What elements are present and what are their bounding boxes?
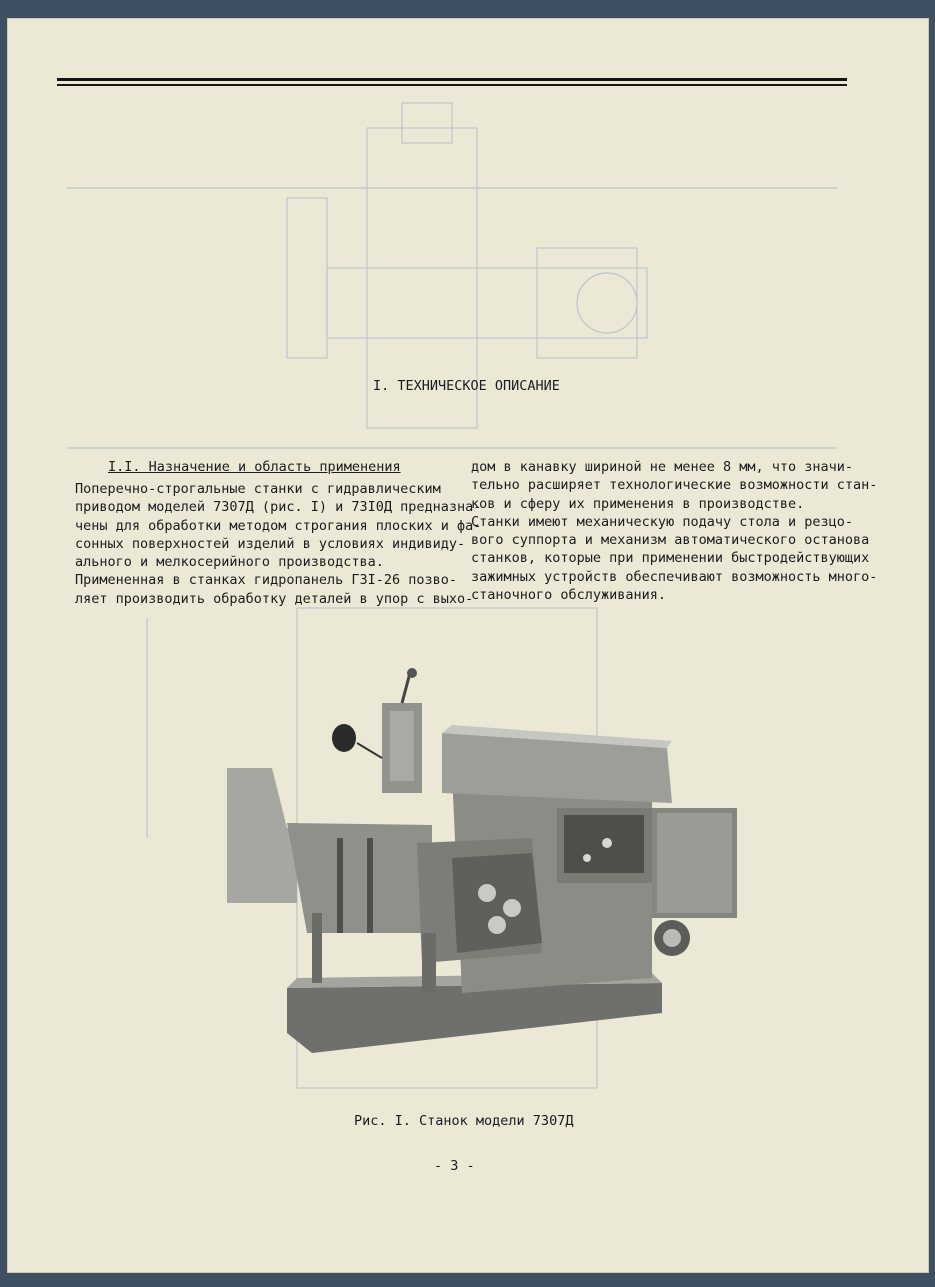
machine-photo (212, 653, 742, 1053)
text-line: станков, которые при применении быстродействующих (471, 550, 870, 567)
document-page (7, 18, 929, 1273)
text-line: Примененная в станках гидропанель Г3I-26 позво- (75, 572, 458, 589)
text-line: зажимных устройств обеспечивают возможность много- (471, 568, 878, 585)
text-line: ального и мелкосерийного производства. (75, 554, 384, 571)
page-number: - 3 - (434, 1158, 475, 1174)
text-line: сонных поверхностей изделий в условиях индивиду- (75, 535, 466, 552)
text-line: станочного обслуживания. (471, 587, 667, 604)
text-line: вого суппорта и механизм автоматического останова (471, 532, 870, 549)
show-through-drawing (7, 18, 929, 1273)
text-line: приводом моделей 7307Д (рис. I) и 73I0Д предназна- (75, 499, 482, 516)
text-line: тельно расширяет технологические возможности стан- (471, 477, 878, 494)
header-rule-bottom (57, 84, 847, 86)
figure-caption: Рис. I. Станок модели 7307Д (354, 1113, 574, 1129)
text-line: чены для обработки методом строгания плоских и фа- (75, 517, 482, 534)
text-line: Станки имеют механическую подачу стола и резцо- (471, 513, 854, 530)
subsection-title: I.I. Назначение и область применения (108, 459, 401, 475)
text-line: дом в канавку шириной не менее 8 мм, что значи- (471, 459, 854, 475)
section-title: I. ТЕХНИЧЕСКОЕ ОПИСАНИЕ (373, 378, 560, 394)
text-line: Поперечно-строгальные станки с гидравлическим (75, 481, 441, 497)
header-rule-top (57, 78, 847, 81)
left-text-column (75, 480, 481, 608)
right-text-column (471, 458, 877, 604)
text-line: ков и сферу их применения в производстве. (471, 495, 805, 512)
text-line: ляет производить обработку деталей в упор с выхо- (75, 590, 474, 607)
